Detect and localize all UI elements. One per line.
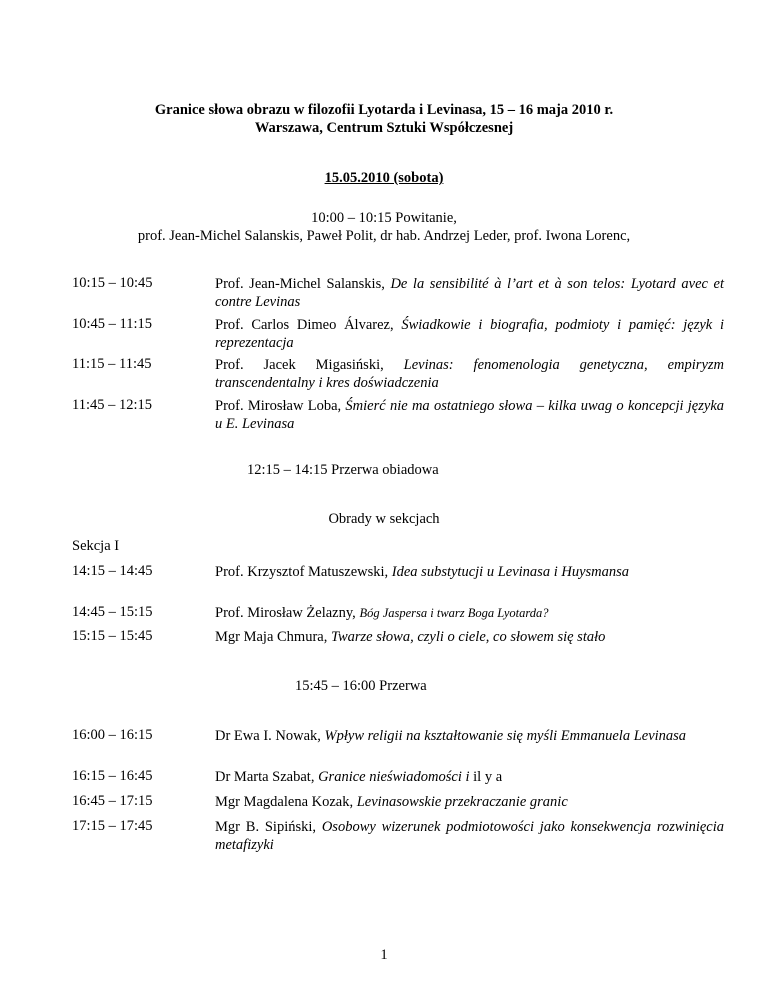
- lunch-break: 12:15 – 14:15 Przerwa obiadowa: [247, 462, 439, 478]
- slot-description: [215, 397, 724, 433]
- slot-title: Świadkowie i biografia, podmioty i pamięć: język i reprezentacja: [215, 317, 724, 351]
- slot-title: De la sensibilité à l’art et à son telos: Lyotard avec et contre Levinas: [215, 276, 724, 310]
- slot-speaker: Prof. Carlos Dimeo Álvarez,: [215, 317, 402, 333]
- slot-title: Bóg Jaspersa i twarz Boga Lyotarda?: [359, 606, 549, 620]
- welcome-line: 10:00 – 10:15 Powitanie,: [311, 210, 457, 226]
- slot-speaker: Dr Ewa I. Nowak,: [215, 728, 325, 744]
- slot-time: 14:15 – 14:45: [72, 563, 153, 579]
- slot-time: 16:00 – 16:15: [72, 727, 153, 743]
- slot-description: [215, 727, 724, 745]
- slot-time: 16:15 – 16:45: [72, 768, 153, 784]
- slot-speaker: Prof. Mirosław Loba,: [215, 398, 346, 414]
- slot-speaker: Prof. Mirosław Żelazny,: [215, 605, 360, 621]
- section-label: Sekcja I: [72, 538, 120, 554]
- slot-description: [215, 316, 724, 352]
- slot-time: 10:15 – 10:45: [72, 275, 153, 291]
- slot-title: Levinas: fenomenologia genetyczna, empiryzm transcendentalny i kres doświadczenia: [215, 357, 724, 391]
- slot-time: 15:15 – 15:45: [72, 628, 153, 644]
- slot-description: [215, 563, 724, 581]
- slot-title: Osobowy wizerunek podmiotowości jako konsekwencja rozwinięcia metafizyki: [215, 819, 724, 853]
- slot-time: 10:45 – 11:15: [72, 316, 153, 332]
- sessions-heading: Obrady w sekcjach: [328, 511, 440, 527]
- slot-description: [215, 818, 724, 854]
- slot-title-suffix: il y a: [473, 769, 503, 785]
- slot-title: Twarze słowa, czyli o ciele, co słowem się stało: [330, 629, 606, 645]
- day-date: 15.05.2010 (sobota): [324, 170, 444, 186]
- slot-description: [215, 356, 724, 392]
- slot-time: 14:45 – 15:15: [72, 604, 153, 620]
- slot-description: [215, 793, 724, 811]
- slot-description: [215, 768, 724, 786]
- slot-title: Granice nieświadomości i: [318, 769, 474, 785]
- slot-description: [215, 628, 724, 646]
- slot-time: 16:45 – 17:15: [72, 793, 153, 809]
- slot-speaker: Prof. Krzysztof Matuszewski,: [215, 564, 392, 580]
- slot-title: Śmierć nie ma ostatniego słowa – kilka uwag o koncepcji języka u E. Levinasa: [215, 398, 724, 432]
- document-subtitle: Warszawa, Centrum Sztuki Współczesnej: [254, 120, 514, 136]
- day-heading: [0, 170, 768, 187]
- slot-speaker: Mgr B. Sipiński,: [215, 819, 322, 835]
- slot-time: 17:15 – 17:45: [72, 818, 153, 834]
- slot-speaker: Prof. Jacek Migasiński,: [215, 357, 404, 373]
- slot-speaker: Dr Marta Szabat,: [215, 769, 319, 785]
- welcome-participants: prof. Jean-Michel Salanskis, Paweł Polit, dr hab. Andrzej Leder, prof. Iwona Lorenc,: [137, 228, 631, 244]
- page-number: 1: [380, 947, 388, 963]
- slot-title: Levinasowskie przekraczanie granic: [356, 794, 568, 810]
- slot-speaker: Mgr Maja Chmura,: [215, 629, 331, 645]
- slot-speaker: Mgr Magdalena Kozak,: [215, 794, 357, 810]
- slot-description: [215, 604, 724, 622]
- slot-time: 11:15 – 11:45: [72, 356, 152, 372]
- slot-time: 11:45 – 12:15: [72, 397, 153, 413]
- coffee-break: 15:45 – 16:00 Przerwa: [295, 678, 427, 694]
- slot-title: Idea substytucji u Levinasa i Huysmansa: [391, 564, 630, 580]
- slot-description: [215, 275, 724, 311]
- slot-speaker: Prof. Jean-Michel Salanskis,: [215, 276, 391, 292]
- document-title: Granice słowa obrazu w filozofii Lyotarda i Levinasa, 15 – 16 maja 2010 r.: [154, 102, 614, 118]
- slot-title: Wpływ religii na kształtowanie się myśli Emmanuela Levinasa: [324, 728, 687, 744]
